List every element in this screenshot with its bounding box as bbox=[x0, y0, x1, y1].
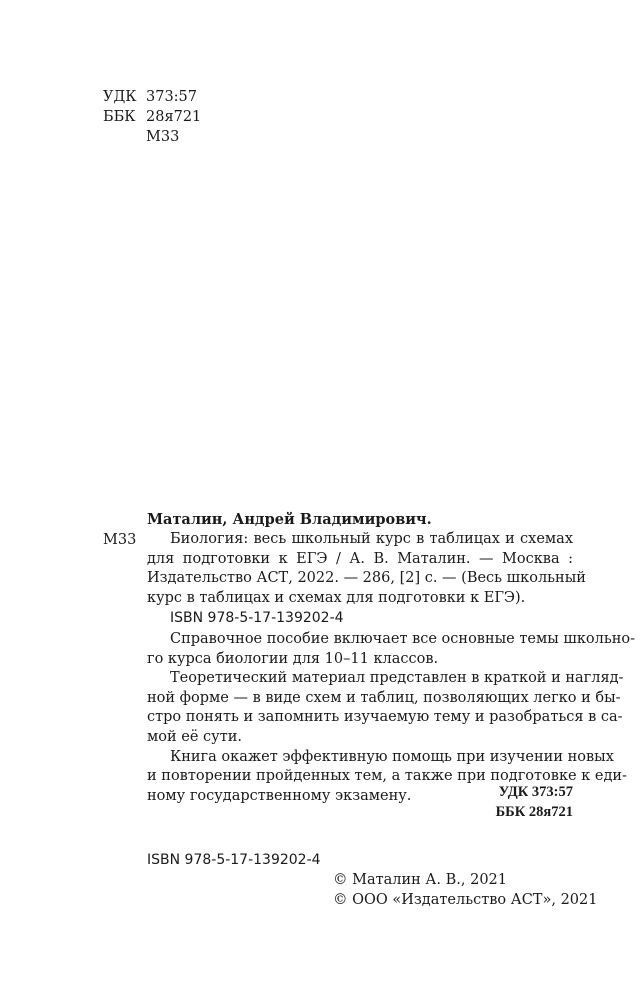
biblio-line: Издательство АСТ, 2022. — 286, [2] с. — (Весь школьный bbox=[147, 570, 586, 587]
annotation-line: стро понять и запомнить изучаемую тему и разобраться в са- bbox=[147, 709, 623, 726]
classification-right bbox=[496, 783, 573, 822]
annotation-line: ной форме — в виде схем и таблиц, позволяющих легко и бы- bbox=[147, 689, 621, 706]
biblio-line: для подготовки к ЕГЭ / А. В. Маталин. — Москва : bbox=[147, 550, 573, 567]
isbn-bottom: ISBN 978-5-17-139202-4 bbox=[147, 852, 321, 868]
biblio-line: курс в таблицах и схемах для подготовки к ЕГЭ). bbox=[147, 589, 526, 606]
isbn-inline: ISBN 978-5-17-139202-4 bbox=[170, 610, 344, 626]
annotation-line: Теоретический материал представлен в краткой и нагляд- bbox=[170, 670, 624, 687]
bbk-right: ББК 28я721 bbox=[495, 803, 573, 820]
annotation-paragraph-1 bbox=[147, 630, 636, 669]
udc-row bbox=[103, 87, 201, 107]
annotation-line: Книга окажет эффективную помощь при изучении новых bbox=[170, 748, 614, 765]
author-code-row bbox=[103, 127, 201, 147]
author-heading: Маталин, Андрей Владимирович. bbox=[147, 511, 432, 528]
udc-label: УДК bbox=[103, 89, 137, 105]
annotation-line: мой её сути. bbox=[147, 728, 243, 745]
copyright-block bbox=[333, 870, 597, 910]
author-code: М33 bbox=[146, 129, 180, 145]
annotation-line: Справочное пособие включает все основные темы школьно- bbox=[170, 631, 636, 647]
copyright-publisher: © ООО «Издательство АСТ», 2021 bbox=[333, 892, 598, 908]
bbk-row bbox=[103, 107, 201, 127]
classification-block bbox=[103, 87, 201, 147]
annotation-paragraph-2 bbox=[147, 669, 624, 747]
annotation-line: ному государственному экзамену. bbox=[147, 787, 412, 804]
annotation-line: и повторении пройденных тем, а также при подготовке к еди- bbox=[147, 768, 627, 785]
bbk-label: ББК bbox=[103, 109, 136, 125]
udc-value: 373:57 bbox=[146, 89, 198, 105]
copyright-author: © Маталин А. В., 2021 bbox=[333, 872, 507, 888]
bibliographic-description bbox=[147, 530, 586, 608]
biblio-line: Биология: весь школьный курс в таблицах и схемах bbox=[170, 531, 573, 547]
author-code-left: М33 bbox=[103, 532, 137, 548]
annotation bbox=[147, 630, 636, 806]
udc-right: УДК 373:57 bbox=[498, 784, 573, 800]
annotation-line: го курса биологии для 10–11 классов. bbox=[147, 650, 439, 667]
bbk-value: 28я721 bbox=[146, 109, 202, 125]
